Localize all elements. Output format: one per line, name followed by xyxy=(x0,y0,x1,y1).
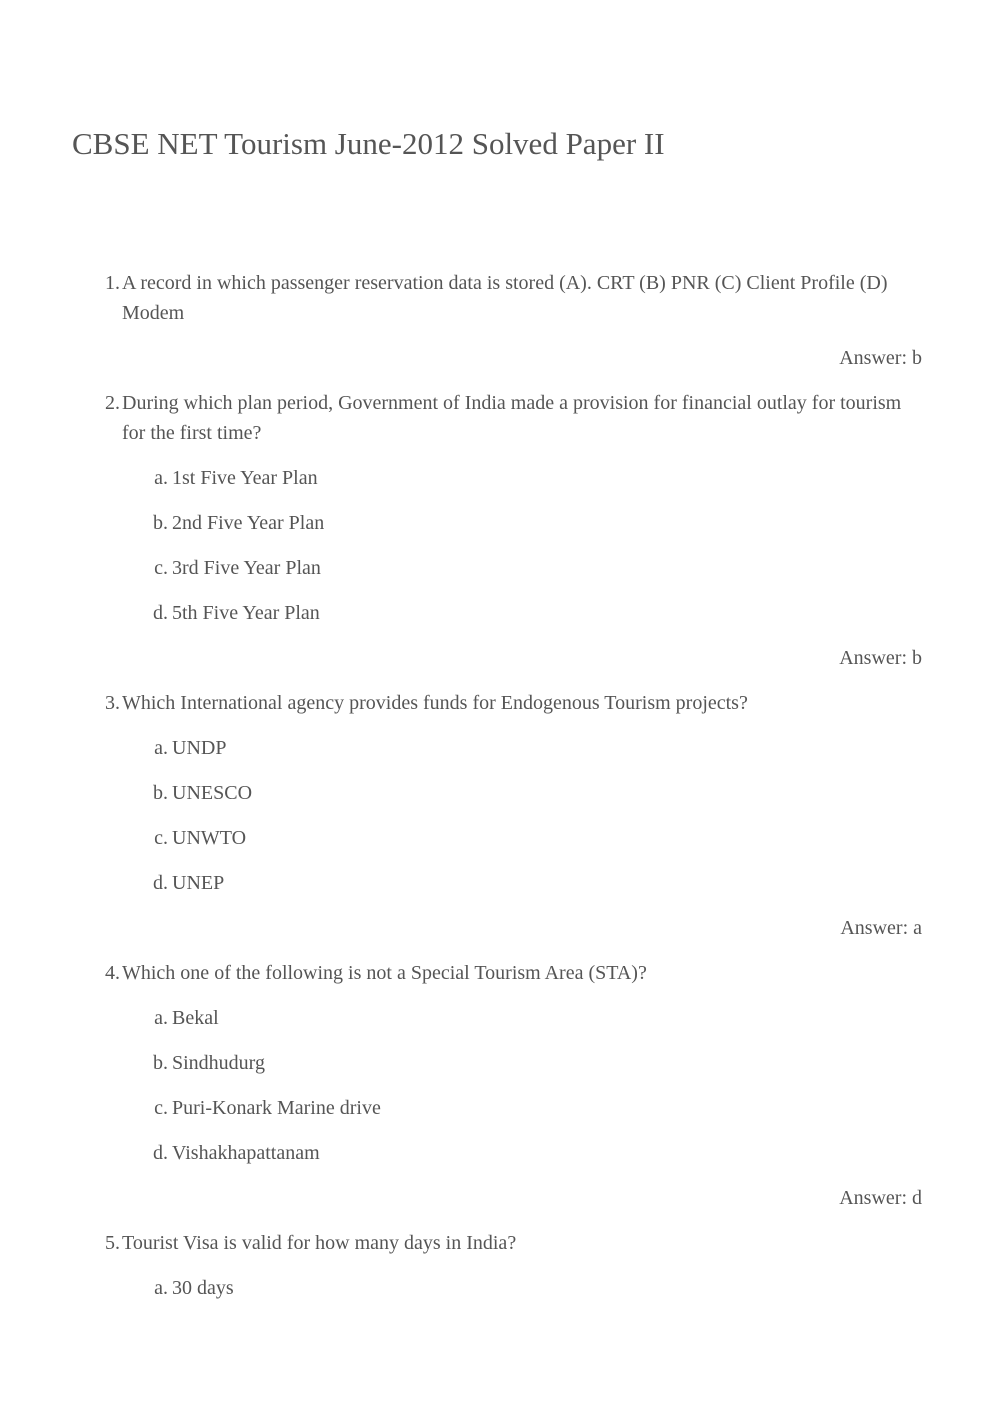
option-item xyxy=(122,553,922,583)
question-list xyxy=(0,268,992,1318)
option-letter: b. xyxy=(153,512,168,534)
option-letter: b. xyxy=(153,1052,168,1074)
option-item xyxy=(122,1138,922,1168)
page-title: CBSE NET Tourism June-2012 Solved Paper II xyxy=(72,126,665,161)
option-item xyxy=(122,508,922,538)
option-text: 2nd Five Year Plan xyxy=(172,512,325,534)
question-item xyxy=(0,1228,992,1303)
option-text: Bekal xyxy=(172,1007,219,1029)
option-item xyxy=(122,1048,922,1078)
option-text: Vishakhapattanam xyxy=(172,1142,320,1164)
option-letter: b. xyxy=(153,782,168,804)
option-text: UNEP xyxy=(172,872,225,894)
option-letter: a. xyxy=(154,1277,168,1299)
option-letter: d. xyxy=(153,602,168,624)
question-number: 5. xyxy=(105,1232,120,1254)
answer-text: Answer: a xyxy=(840,917,922,939)
option-text: Puri-Konark Marine drive xyxy=(172,1097,381,1119)
option-letter: c. xyxy=(154,557,168,579)
option-list xyxy=(122,463,922,628)
option-letter: c. xyxy=(154,827,168,849)
question-text: Which International agency provides funds for Endogenous Tourism projects? xyxy=(122,692,748,714)
answer-text: Answer: b xyxy=(839,347,922,369)
option-letter: d. xyxy=(153,872,168,894)
option-item xyxy=(122,463,922,493)
option-item xyxy=(122,868,922,898)
option-text: 30 days xyxy=(172,1277,234,1299)
option-item xyxy=(122,733,922,763)
question-number: 1. xyxy=(105,272,120,294)
question-item xyxy=(0,958,992,1168)
option-item xyxy=(122,823,922,853)
question-text: Which one of the following is not a Special Tourism Area (STA)? xyxy=(122,962,647,984)
option-item xyxy=(122,598,922,628)
question-text: A record in which passenger reservation data is stored (A). CRT (B) PNR (C) Client Profile (D) Modem xyxy=(122,272,888,324)
question-number: 2. xyxy=(105,392,120,414)
option-item xyxy=(122,1093,922,1123)
option-item xyxy=(122,1003,922,1033)
option-letter: a. xyxy=(154,1007,168,1029)
question-item xyxy=(0,688,992,898)
option-item xyxy=(122,778,922,808)
option-text: 5th Five Year Plan xyxy=(172,602,320,624)
option-letter: a. xyxy=(154,467,168,489)
option-list xyxy=(122,733,922,898)
option-text: 3rd Five Year Plan xyxy=(172,557,321,579)
option-text: UNESCO xyxy=(172,782,253,804)
question-item xyxy=(0,388,992,628)
option-letter: d. xyxy=(153,1142,168,1164)
question-text: Tourist Visa is valid for how many days in India? xyxy=(122,1232,517,1254)
question-number: 4. xyxy=(105,962,120,984)
option-item xyxy=(122,1273,922,1303)
question-item xyxy=(0,268,992,328)
option-letter: c. xyxy=(154,1097,168,1119)
option-text: Sindhudurg xyxy=(172,1052,265,1074)
answer-text: Answer: b xyxy=(839,647,922,669)
option-text: 1st Five Year Plan xyxy=(172,467,318,489)
option-text: UNDP xyxy=(172,737,227,759)
option-text: UNWTO xyxy=(172,827,247,849)
answer-text: Answer: d xyxy=(839,1187,922,1209)
option-list xyxy=(122,1003,922,1168)
question-text: During which plan period, Government of India made a provision for financial outlay for tourism for the first time? xyxy=(122,392,902,444)
option-list xyxy=(122,1273,922,1303)
option-letter: a. xyxy=(154,737,168,759)
question-number: 3. xyxy=(105,692,120,714)
